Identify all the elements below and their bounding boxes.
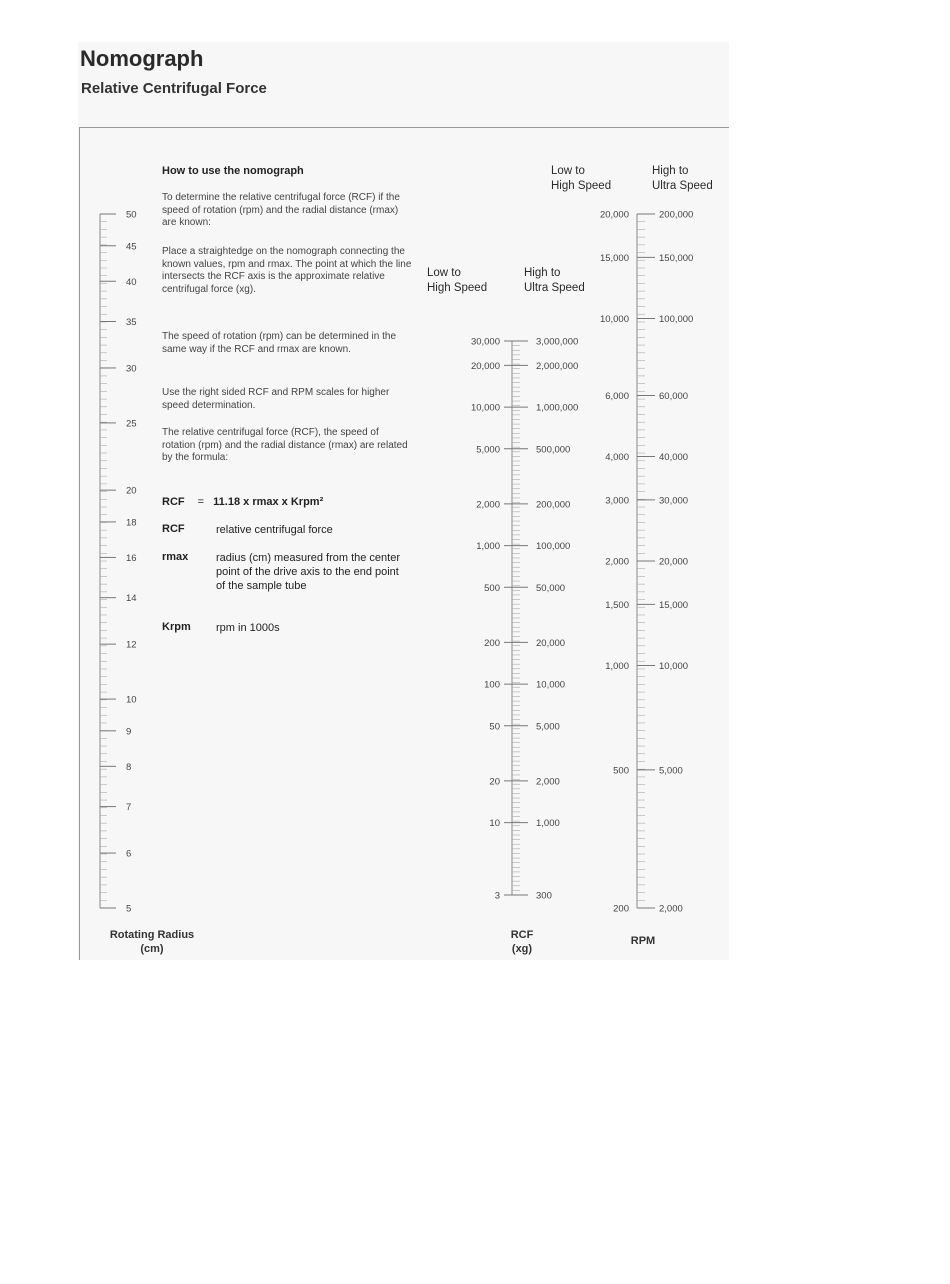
instructions-paragraph-4: Use the right sided RCF and RPM scales for higher speed determination.: [162, 387, 390, 411]
legend-definition-rcf: relative centrifugal force: [216, 524, 333, 536]
rpm-low-tick-label-1,000: 1,000: [605, 660, 629, 672]
rcf-high-tick-label-100,000: 100,000: [536, 541, 571, 553]
page-subtitle: Relative Centrifugal Force: [81, 80, 267, 97]
radius-tick-label-18: 18: [126, 517, 137, 529]
radius-tick-label-9: 9: [126, 726, 132, 738]
radius-tick-label-7: 7: [126, 802, 132, 814]
rpm-low-tick-label-10,000: 10,000: [599, 313, 629, 325]
rpm-high-tick-label-40,000: 40,000: [659, 452, 689, 464]
legend-definition-krpm: rpm in 1000s: [216, 622, 280, 634]
radius-tick-label-6: 6: [126, 848, 132, 860]
rpm-high-tick-label-5,000: 5,000: [659, 765, 683, 777]
rpm-low-tick-label-15,000: 15,000: [599, 252, 629, 264]
rpm-low-tick-label-200: 200: [613, 903, 629, 915]
radius-tick-label-20: 20: [126, 485, 137, 497]
rcf-low-tick-label-10: 10: [489, 818, 500, 830]
rcf-high-tick-label-10,000: 10,000: [536, 679, 566, 691]
rcf-high-tick-label-300: 300: [536, 890, 552, 902]
rpm-high-tick-label-20,000: 20,000: [659, 556, 689, 568]
radius-tick-label-30: 30: [126, 363, 137, 375]
page-title: Nomograph: [80, 46, 204, 71]
rpm-low-tick-label-6,000: 6,000: [605, 390, 629, 402]
rcf-high-tick-label-5,000: 5,000: [536, 721, 560, 733]
rcf-low-tick-label-200: 200: [484, 637, 500, 649]
formula-rhs: 11.18 x rmax x Krpm²: [213, 496, 324, 508]
rcf-high-tick-label-2,000: 2,000: [536, 776, 560, 788]
radius-tick-label-14: 14: [126, 593, 137, 605]
radius-tick-label-35: 35: [126, 317, 137, 329]
instructions-paragraph-5: The relative centrifugal force (RCF), the speed of rotation (rpm) and the radial distance (rmax) are related by the formula:: [162, 427, 408, 463]
legend-definition-rmax: radius (cm) measured from the center point of the drive axis to the end point of the sample tube: [216, 552, 401, 592]
rpm-high-tick-label-100,000: 100,000: [659, 313, 694, 325]
rcf-low-tick-label-2,000: 2,000: [476, 499, 500, 511]
rcf-high-tick-label-200,000: 200,000: [536, 499, 571, 511]
rpm-high-tick-label-2,000: 2,000: [659, 903, 683, 915]
instructions-paragraph-3: The speed of rotation (rpm) can be determined in the same way if the RCF and rmax are known.: [162, 331, 397, 355]
formula-equals: =: [197, 496, 205, 508]
rcf-axis-title: RCF (xg): [510, 929, 534, 955]
rcf-low-tick-label-100: 100: [484, 679, 500, 691]
rcf-high-tick-label-50,000: 50,000: [536, 582, 566, 594]
radius-tick-label-50: 50: [126, 209, 137, 221]
rcf-high-header: High to Ultra Speed: [524, 267, 585, 294]
rcf-low-tick-label-50: 50: [489, 721, 500, 733]
legend-term-rcf: RCF: [162, 523, 185, 535]
rcf-high-tick-label-20,000: 20,000: [536, 637, 566, 649]
rpm-axis-title: RPM: [630, 935, 656, 947]
rcf-high-tick-label-2,000,000: 2,000,000: [536, 360, 579, 372]
rcf-low-tick-label-10,000: 10,000: [470, 402, 500, 414]
rpm-low-tick-label-2,000: 2,000: [605, 556, 629, 568]
rpm-high-tick-label-30,000: 30,000: [659, 495, 689, 507]
rpm-low-tick-label-20,000: 20,000: [599, 209, 629, 221]
legend-term-rmax: rmax: [162, 551, 189, 563]
rpm-high-tick-label-150,000: 150,000: [659, 252, 694, 264]
rpm-high-tick-label-200,000: 200,000: [659, 209, 694, 221]
rcf-low-tick-label-500: 500: [484, 582, 500, 594]
formula-lhs: RCF: [162, 496, 185, 508]
radius-tick-label-5: 5: [126, 903, 132, 915]
rpm-high-tick-label-10,000: 10,000: [659, 660, 689, 672]
radius-tick-label-40: 40: [126, 276, 137, 288]
rcf-low-tick-label-20,000: 20,000: [470, 360, 500, 372]
radius-tick-label-10: 10: [126, 694, 137, 706]
rcf-high-tick-label-1,000: 1,000: [536, 818, 560, 830]
radius-tick-label-8: 8: [126, 761, 132, 773]
rpm-low-tick-label-4,000: 4,000: [605, 452, 629, 464]
rpm-low-header: Low to High Speed: [551, 165, 612, 192]
rcf-low-tick-label-20: 20: [489, 776, 500, 788]
rcf-high-tick-label-500,000: 500,000: [536, 444, 571, 456]
radius-tick-label-45: 45: [126, 241, 137, 253]
radius-tick-label-25: 25: [126, 418, 137, 430]
radius-axis-title: Rotating Radius (cm): [109, 929, 195, 955]
rcf-low-header: Low to High Speed: [427, 267, 488, 294]
rcf-low-tick-label-5,000: 5,000: [476, 444, 500, 456]
rpm-high-header: High to Ultra Speed: [652, 165, 713, 192]
rcf-low-tick-label-3: 3: [494, 890, 500, 902]
rcf-low-tick-label-30,000: 30,000: [470, 336, 500, 348]
rpm-low-tick-label-500: 500: [613, 765, 629, 777]
rpm-high-tick-label-15,000: 15,000: [659, 599, 689, 611]
rpm-high-tick-label-60,000: 60,000: [659, 390, 689, 402]
rcf-high-tick-label-1,000,000: 1,000,000: [536, 402, 579, 414]
rcf-high-tick-label-3,000,000: 3,000,000: [536, 336, 579, 348]
radius-tick-label-16: 16: [126, 552, 137, 564]
instructions-paragraph-2: Place a straightedge on the nomograph connecting the known values, rpm and rmax. The point at which the line intersects the RCF axis is the approximate relative centrifugal force (xg).: [162, 246, 412, 295]
rpm-low-tick-label-1,500: 1,500: [605, 599, 629, 611]
radius-tick-label-12: 12: [126, 639, 137, 651]
rpm-low-tick-label-3,000: 3,000: [605, 495, 629, 507]
instructions-paragraph-1: To determine the relative centrifugal force (RCF) if the speed of rotation (rpm) and the radial distance (rmax) are known:: [162, 192, 400, 228]
instructions-heading: How to use the nomograph: [162, 165, 304, 177]
legend-term-krpm: Krpm: [162, 621, 191, 633]
rcf-low-tick-label-1,000: 1,000: [476, 541, 500, 553]
